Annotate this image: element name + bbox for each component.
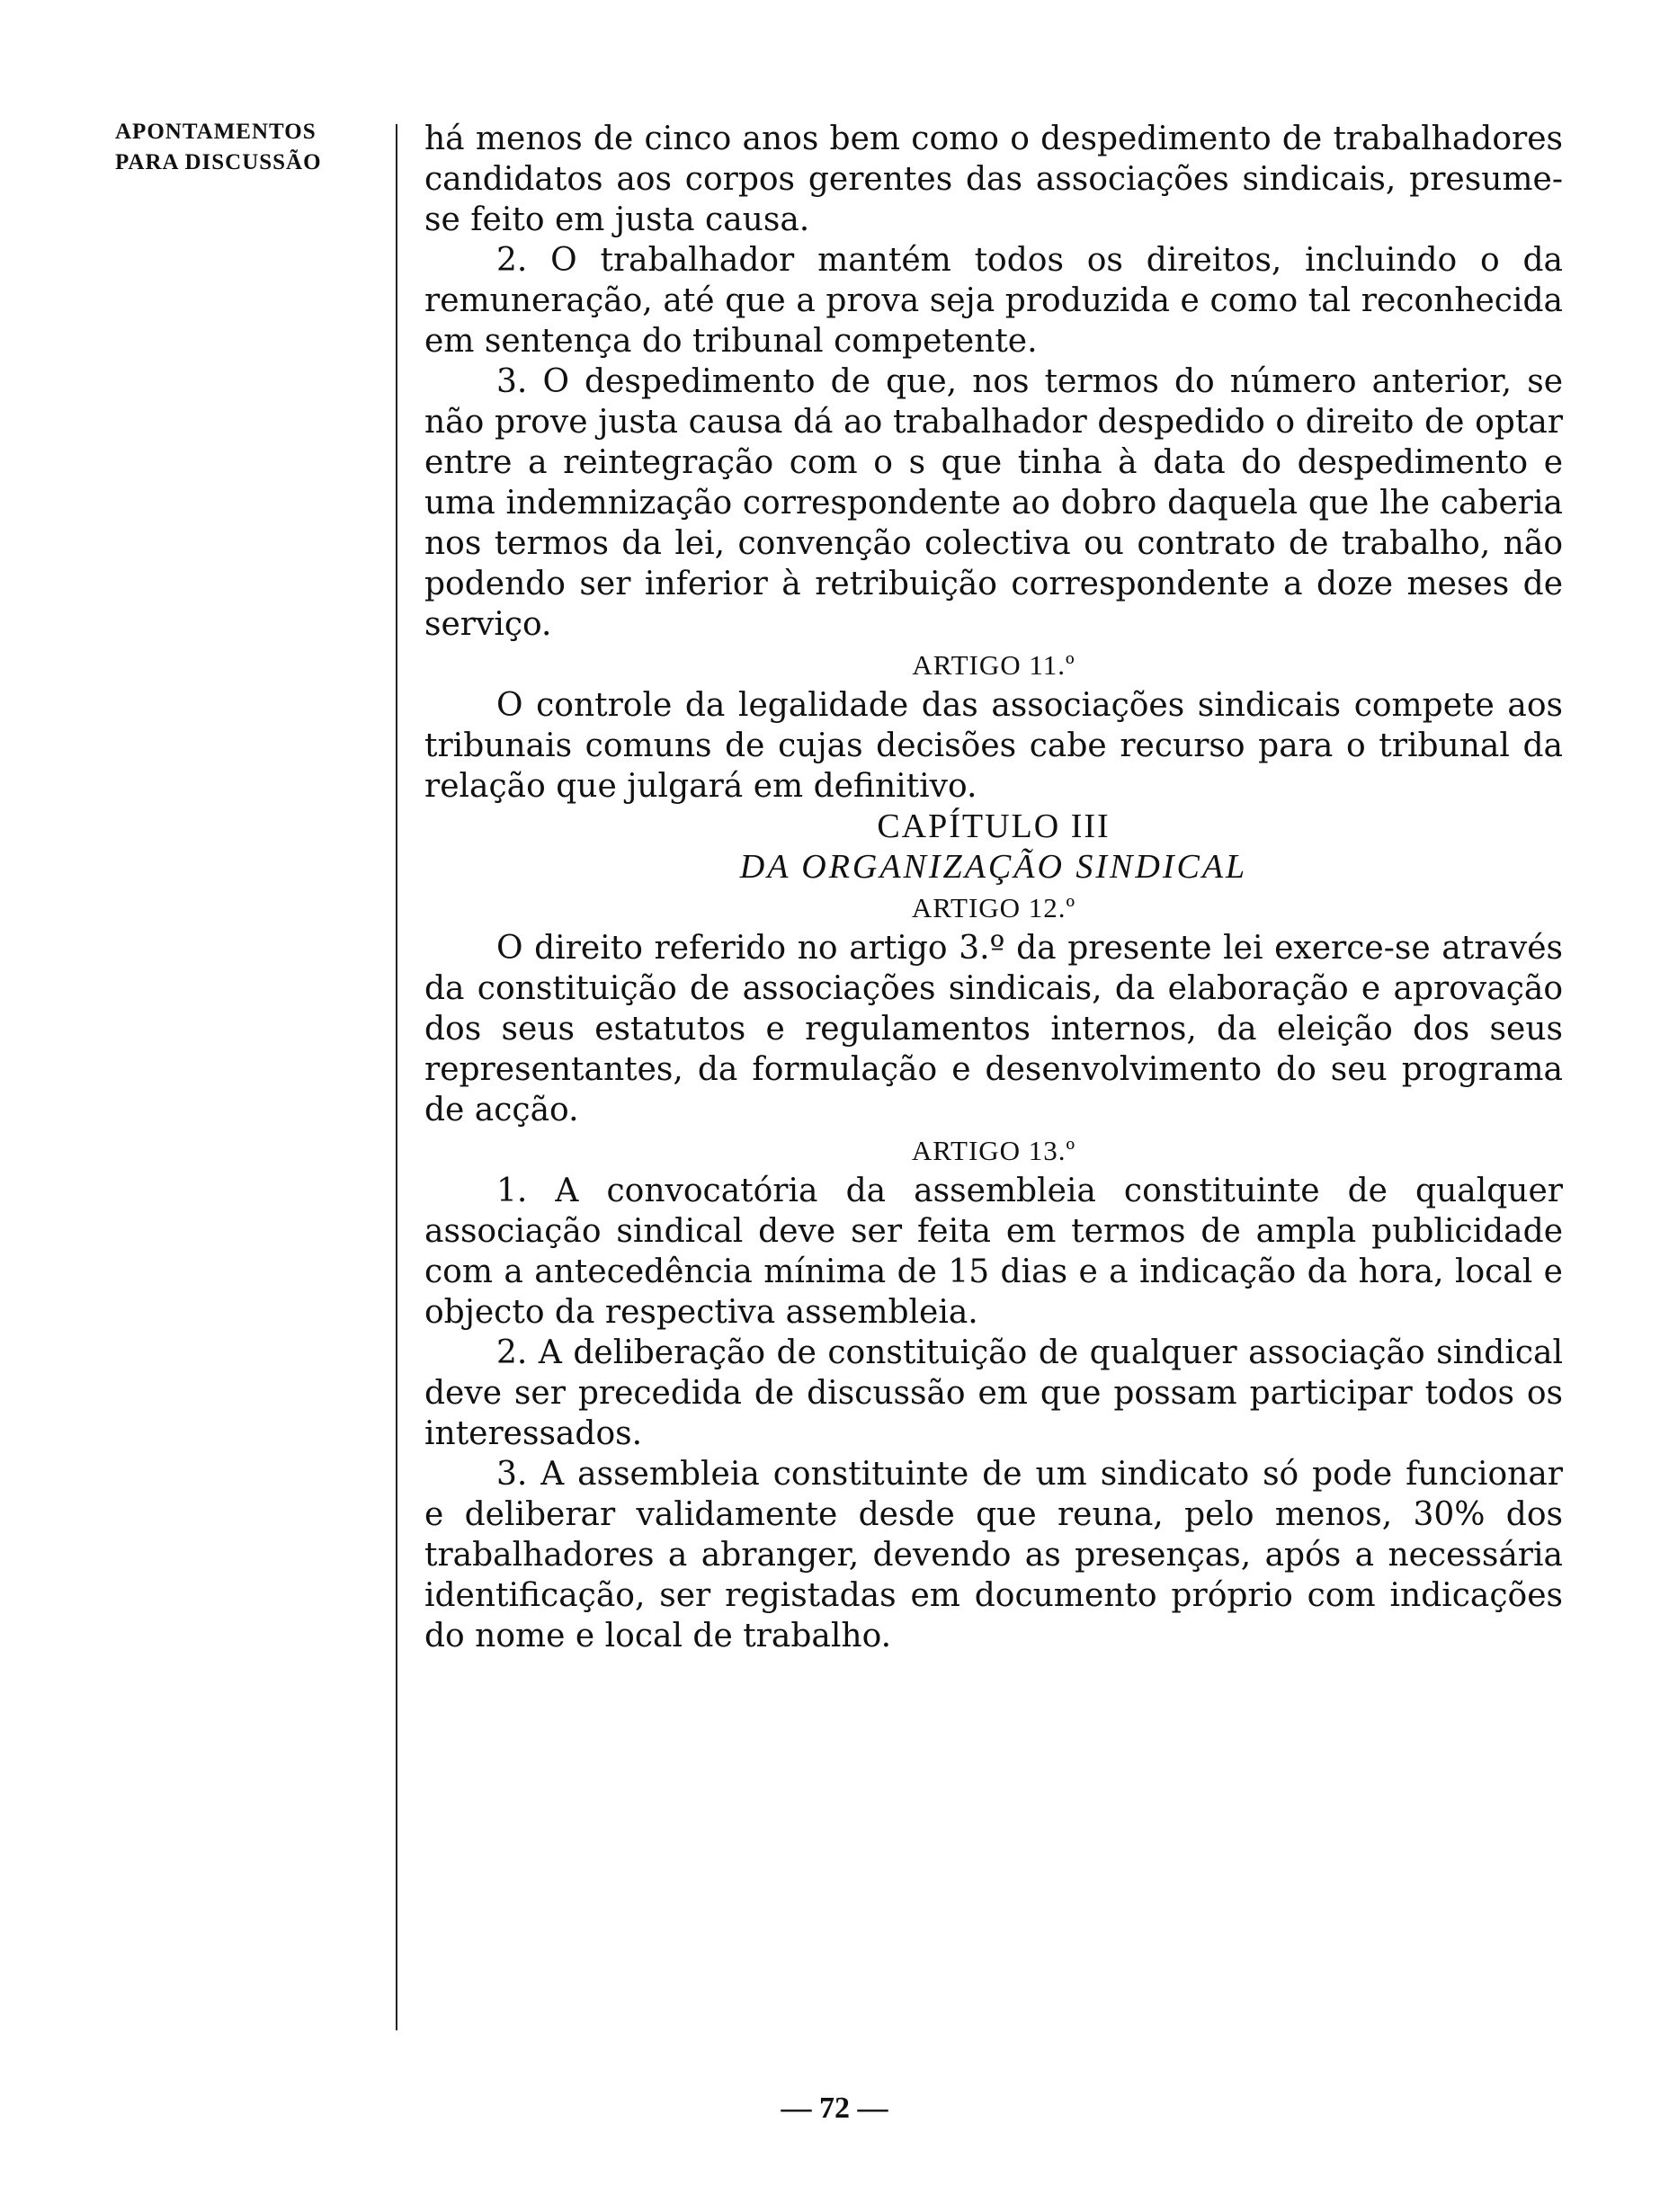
article-11-heading: ARTIGO 11.º [912,649,1075,681]
paragraph-continuation: há menos de cinco anos bem como o despedimento de trabalhadores candidatos aos corpos gerentes das associações sindicais, presume-se feito em justa causa. [424,120,1563,238]
article-13-item-3: 3. A assembleia constituinte de um sindicato só pode funcionar e deliberar validamente desde que reuna, pelo menos, 30% dos trabalhadores a abranger, devendo as presenças, após a necessária identificação, ser registadas em documento próprio com indicações do nome e local de trabalho. [424,1456,1563,1655]
article-11-text: O controle da legalidade das associações sindicais compete aos tribunais comuns de cujas decisões cabe recurso para o tribunal da relação que julgará em definitivo. [424,687,1563,805]
margin-rule [396,124,397,2030]
article-13-item-1: 1. A convocatória da assembleia constituinte de qualquer associação sindical deve ser feita em termos de ampla publicidade com a antecedência mínima de 15 dias e a indicação da hora, local e objecto da respectiva assembleia. [424,1173,1563,1331]
article-12-text: O direito referido no artigo 3.º da presente lei exerce-se através da constituição de associações sindicais, da elaboração e aprovação dos seus estatutos e regulamentos internos, da eleição dos seus representantes, da formulação e desenvolvimento do seu programa de acção. [424,930,1563,1128]
margin-label [115,117,385,178]
article-13-heading: ARTIGO 13.º [911,1135,1076,1166]
chapter-title: DA ORGANIZAÇÃO SINDICAL [739,848,1248,886]
article-13-item-2: 2. A deliberação de constituição de qualquer associação sindical deve ser precedida de discussão em que possam participar todos os interessados. [424,1334,1563,1452]
chapter-number: CAPÍTULO III [877,807,1111,845]
margin-label-line-2: PARA DISCUSSÃO [115,150,322,174]
margin-label-line-1: APONTAMENTOS [115,120,317,144]
article-12-heading: ARTIGO 12.º [911,892,1076,923]
paragraph-item-2: 2. O trabalhador mantém todos os direitos, incluindo o da remuneração, até que a prova seja produzida e como tal reconhecida em sentença do tribunal competente. [424,242,1563,360]
page-number: — 72 — [781,2092,888,2125]
paragraph-item-3: 3. O despedimento de que, nos termos do número anterior, se não prove justa causa dá ao trabalhador despedido o direito de optar entre a reintegração com o s que tinha à data do despedimento e uma indemnização correspondente ao dobro daquela que lhe caberia nos termos da lei, convenção colectiva ou contrato de trabalho, não podendo ser inferior à retribuição correspondente a doze meses de serviço. [424,363,1563,643]
main-text-column [424,119,1563,1656]
